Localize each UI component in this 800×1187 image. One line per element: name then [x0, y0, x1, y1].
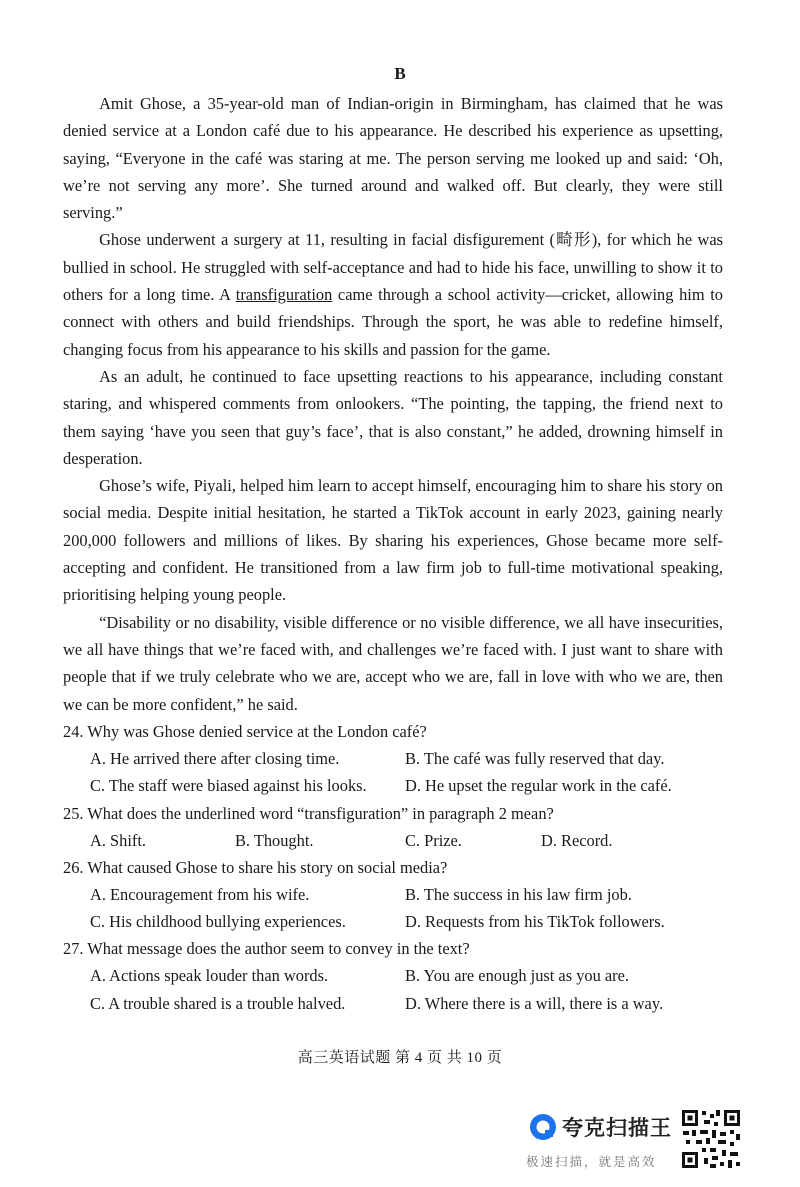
question-24-stem: 24. Why was Ghose denied service at the London café? [63, 722, 427, 741]
option-26-d: D. Requests from his TikTok followers. [405, 912, 665, 932]
option-24-a: A. He arrived there after closing time. [90, 749, 340, 768]
quark-logo-icon [528, 1112, 558, 1142]
question-24-options-row-1 [63, 745, 743, 772]
section-title: B [394, 64, 406, 83]
option-27-c: C. A trouble shared is a trouble halved. [90, 993, 346, 1013]
option-25-b: B. Thought. [235, 830, 314, 850]
question-27-options-row-2 [63, 990, 743, 1017]
question-26-stem: 26. What caused Ghose to share his story on social media? [63, 857, 448, 877]
paragraph-1: Amit Ghose, a 35-year-old man of Indian-origin in Birmingham, has claimed that he was denied service at a London café due to his appearance. He described his experience as upsetting, saying, “Everyone in the café was staring at me. The person serving me looked up and said: ‘Oh, we’re not serving any more’. She turned around and walked off. But clearly, they were still serving.” [63, 94, 723, 223]
option-24-c: C. The staff were biased against his looks. [90, 776, 367, 796]
question-26-options-row-2 [63, 908, 743, 935]
option-25-a: A. Shift. [90, 830, 147, 850]
scanner-slogan: 极速扫描，就是高效 [526, 1154, 657, 1169]
question-26-options-row-1 [63, 881, 743, 908]
question-25-stem: 25. What does the underlined word “transfiguration” in paragraph 2 mean? [63, 803, 554, 823]
underlined-word: transfiguration [235, 285, 333, 305]
option-24-b: B. The café was fully reserved that day. [405, 749, 665, 768]
reading-passage [63, 90, 723, 718]
question-24-options-row-2 [63, 772, 743, 799]
page-footer: 高三英语试题 第 4 页 共 10 页 [297, 1050, 503, 1066]
paragraph-4: Ghose’s wife, Piyali, helped him learn to accept himself, encouraging him to share his story on social media. Despite initial hesitation, he started a TikTok account in early 2023, gaining nearly 200,000 followers and millions of likes. By sharing his experiences, Ghose became more self-accepting and confident. He transitioned from a law firm job to full-time motivational speaking, prioritising helping young people. [63, 476, 723, 605]
question-25-options-row [63, 827, 743, 854]
scanner-app-name: 夸克扫描王 [562, 1116, 672, 1140]
paragraph-2-text-after: came through a school activity—cricket, allowing him to connect with others and build friendships. Through the sport, he was able to redefine himself, changing focus from his appearance to his skills and passion for the game. [63, 285, 723, 359]
paragraph-5: “Disability or no disability, visible difference or no visible difference, we all have insecurities, we all have things that we’re faced with, and challenges we’re faced with. I just want to share with people that if we truly celebrate who we are, accept who we are, fall in love with who we are, then we can be more confident,” he said. [63, 612, 723, 714]
paragraph-2-text-before: Ghose underwent a surgery at 11, resulting in facial disfigurement (畸形), for which he was bullied in school. He struggled with self-acceptance and had to hide his face, unwilling to show it to others for a long time. A [63, 230, 723, 305]
question-list [63, 718, 743, 1017]
paragraph-3: As an adult, he continued to face upsetting reactions to his appearance, including constant staring, and whispered comments from onlookers. “The pointing, the tapping, the friend next to them saying ‘have you seen that guy’s face’, that is also constant,” he added, drowning himself in desperation. [63, 366, 723, 468]
scanner-watermark [520, 1108, 740, 1178]
option-26-c: C. His childhood bullying experiences. [90, 912, 346, 932]
option-26-a: A. Encouragement from his wife. [90, 884, 310, 904]
option-25-d: D. Record. [541, 830, 613, 850]
paragraph-2 [63, 226, 723, 362]
option-27-a: A. Actions speak louder than words. [90, 966, 329, 986]
option-26-b: B. The success in his law firm job. [405, 884, 632, 904]
question-27-options-row-1 [63, 962, 743, 989]
option-24-d: D. He upset the regular work in the café. [405, 776, 672, 796]
question-27-stem: 27. What message does the author seem to convey in the text? [63, 939, 470, 959]
qr-code-icon [680, 1108, 742, 1170]
option-27-d: D. Where there is a will, there is a way. [405, 993, 664, 1013]
option-25-c: C. Prize. [405, 830, 462, 850]
option-27-b: B. You are enough just as you are. [405, 966, 629, 986]
